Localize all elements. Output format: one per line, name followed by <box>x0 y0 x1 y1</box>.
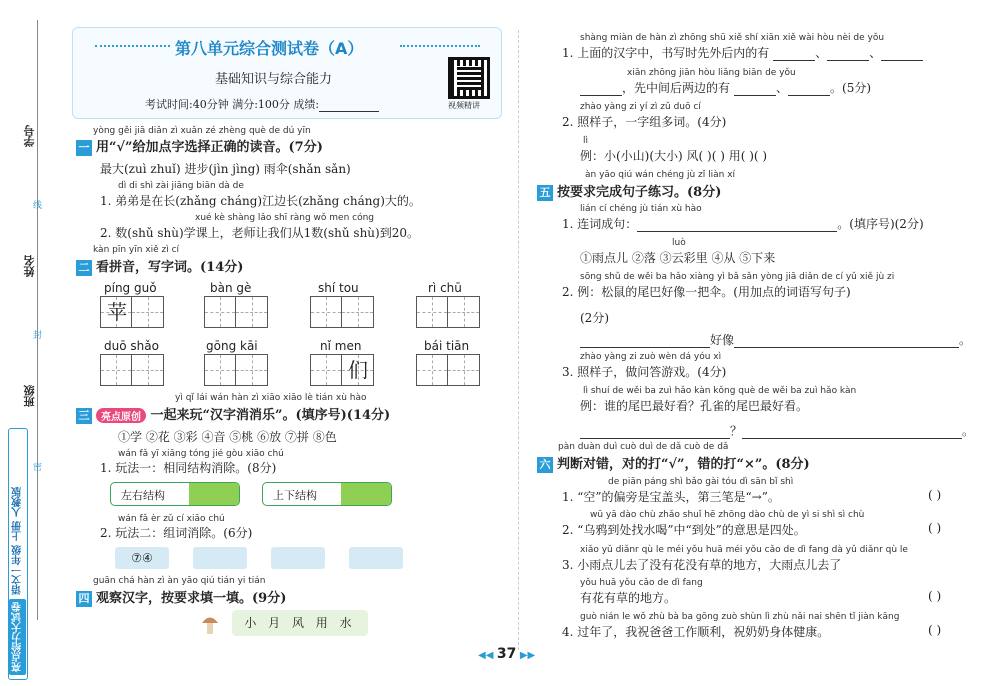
s2-r2-box-1[interactable] <box>100 354 164 386</box>
prev-arrow-icon: ◀◀ <box>478 650 497 661</box>
page-title: 第八单元综合测试卷（A） <box>175 39 364 58</box>
s3-q2: 2. 玩法二：组词消除。(6分) <box>100 526 253 540</box>
s2-title: 看拼音，写字词。(14分) <box>96 260 244 275</box>
s2-pinyin: kàn pīn yīn xiě zì cí <box>93 245 180 255</box>
s2-r1-py-4: rì chū <box>428 281 462 295</box>
j2-pinyin: wū yā dào chù zhǎo shuǐ hē zhōng dào chù de yì si shì sì chù <box>590 510 865 520</box>
s5-heading <box>537 181 721 201</box>
s2-r1-char-2a <box>205 297 237 327</box>
bind-mark-1: 线 <box>31 200 41 209</box>
exam-meta-text: 考试时间:40分钟 满分:100分 成绩: <box>145 98 320 111</box>
s1-q2[interactable]: 2. 数(shǔ shù)学课上，老师让我们从1数(shǔ shù)到20。 <box>100 226 419 240</box>
pair-slot-4[interactable] <box>349 547 403 569</box>
s2-r1-char-4a <box>417 297 449 327</box>
r1-blank-1[interactable] <box>773 49 815 61</box>
r3-luo-pinyin: luò <box>672 238 686 248</box>
r1b-text: ，先中间后两边的有 <box>622 81 731 95</box>
student-no-label: 学号 <box>23 125 36 147</box>
r1b-score: 。(5分) <box>830 81 872 95</box>
subtitle: 基础知识与综合能力 <box>215 72 333 87</box>
s2-r1-box-1[interactable] <box>100 296 164 328</box>
s4-pinyin: guān chá hàn zì àn yāo qiú tián yi tián <box>93 576 266 586</box>
j3-question: 3. 小雨点儿去了没有花没有草的地方，大雨点儿去了 <box>562 558 842 572</box>
r3-pinyin: lián cí chéng jù tián xù hào <box>580 204 702 214</box>
s2-r1-py-1: píng guǒ <box>104 281 157 295</box>
r4-score: (2分) <box>580 311 609 325</box>
left-right-answer[interactable] <box>189 483 239 505</box>
s3-title: 一起来玩“汉字消消乐”。(填序号)(14分) <box>150 408 391 423</box>
class-label: 班级 <box>23 385 36 407</box>
r5-example-pinyin: lì shuí de wěi ba zuì hǎo kàn kǒng què de wěi ba zuì hǎo kàn <box>583 386 857 396</box>
mushroom-icon <box>200 612 220 636</box>
s2-r1-char-1a: 苹 <box>107 300 127 324</box>
r3-text: 1. 连词成句： <box>562 217 638 231</box>
r4-pinyin: sōng shǔ de wěi ba hǎo xiàng yì bǎ sǎn yòng jiā diǎn de cí yǔ xiě jù zi <box>580 272 895 282</box>
s2-r2-box-3[interactable] <box>310 354 374 386</box>
binding-line <box>37 20 38 620</box>
r1b-blank-2[interactable] <box>734 84 776 96</box>
j1-question: 1. “空”的偏旁是宝盖头，第三笔是“→”。 <box>562 490 780 504</box>
s1-q1[interactable]: 1. 弟弟是在长(zhǎng cháng)江边长(zhǎng cháng)大的。 <box>100 194 421 208</box>
r3-blank[interactable] <box>637 220 837 232</box>
brand-grade: 语文一年级 <box>12 545 24 595</box>
s1-heading <box>76 136 323 156</box>
s2-r2-char-1b <box>132 355 164 385</box>
s2-r2-py-2: gōng kāi <box>206 339 258 353</box>
s3-q2-pinyin: wán fǎ èr zǔ cí xiāo chú <box>118 514 225 524</box>
r3-question <box>562 215 924 232</box>
r1-question: 1. 上面的汉字中，书写时先外后内的有 、 、 <box>562 44 923 61</box>
s2-r2-char-3a <box>311 355 343 385</box>
s1-q1-pinyin: dì di shì zài jiāng biān dà de <box>118 181 244 191</box>
r1-pinyin: shàng miàn de hàn zì zhōng shū xiě shí xiān xiě wài hòu nèi de yǒu <box>580 33 885 43</box>
r5-blank-1[interactable] <box>580 427 730 439</box>
s3-heading <box>76 404 390 424</box>
j2-question: 2. “乌鸦到处找水喝”中“到处”的意思是四处。 <box>562 523 806 537</box>
j4-answer[interactable]: ( ) <box>928 623 942 637</box>
s2-r2-box-4[interactable] <box>416 354 480 386</box>
j3-answer[interactable]: ( ) <box>928 589 942 603</box>
s4-title: 观察汉字，按要求填一填。(9分) <box>96 591 287 606</box>
s2-r2-char-4b <box>448 355 480 385</box>
s6-number: 六 <box>537 457 553 473</box>
left-right-structure-box[interactable] <box>110 482 240 506</box>
page-number <box>478 646 535 662</box>
s2-r2-char-2b <box>236 355 268 385</box>
qr-caption: 视频精讲 <box>448 101 480 110</box>
s1-q2-pinyin: xué kè shàng lǎo shī ràng wǒ men cóng <box>195 213 375 223</box>
r4-question: 2. 例：松鼠的尾巴好像一把伞。(用加点的词语写句子) <box>562 285 851 299</box>
brand-edition: 人教版 <box>12 487 24 517</box>
pair-slot-1-text: ⑦④ <box>131 551 153 565</box>
r4-blank-1[interactable] <box>580 336 710 348</box>
s2-r2-char-2a <box>205 355 237 385</box>
s4-word-box: 小 月 风 用 水 <box>232 610 368 636</box>
s4-heading <box>76 587 286 607</box>
bind-mark-2: 封 <box>31 330 41 339</box>
r5-answer: ？ 。 <box>580 422 974 439</box>
s3-number: 三 <box>76 408 92 424</box>
s3-q1-pinyin: wán fǎ yī xiāng tóng jié gòu xiāo chú <box>118 449 284 459</box>
r1-text: 1. 上面的汉字中，书写时先外后内的有 <box>562 46 770 60</box>
r1-blank-3[interactable] <box>881 49 923 61</box>
s6-heading <box>537 453 810 473</box>
s1-pinyin: yòng gěi jiā diǎn zì xuǎn zé zhèng què de dú yīn <box>93 126 311 136</box>
s1-title: 用“√”给加点字选择正确的读音。(7分) <box>96 140 323 155</box>
brand-volume: 上册 <box>12 521 24 541</box>
j1-pinyin: de piān páng shì bǎo gài tóu dì sān bǐ shì <box>608 477 794 487</box>
name-label: 姓名 <box>23 255 36 277</box>
top-bottom-answer[interactable] <box>341 483 391 505</box>
s2-r1-char-3b <box>342 297 374 327</box>
s2-r1-char-1b <box>132 297 164 327</box>
r2-example[interactable]: 例：小(小山)(大小) 风( )( ) 用( )( ) <box>580 149 768 163</box>
title-rule-right <box>400 45 480 47</box>
s4-number: 四 <box>76 591 92 607</box>
s2-r2-py-4: bái tiān <box>424 339 470 353</box>
s5-title: 按要求完成句子练习。(8分) <box>557 185 722 200</box>
j3b-pinyin: yǒu huā yǒu cǎo de dì fang <box>580 578 703 588</box>
s2-r1-char-3a <box>311 297 343 327</box>
s2-number: 二 <box>76 260 92 276</box>
s2-r1-box-2[interactable] <box>204 296 268 328</box>
s2-r2-char-3b: 们 <box>348 358 369 382</box>
j4-question: 4. 过年了，我祝爸爸工作顺利，祝奶奶身体健康。 <box>562 625 830 639</box>
binding-strip <box>0 0 70 686</box>
s2-r2-box-2[interactable] <box>204 354 268 386</box>
s6-title: 判断对错，对的打“√”，错的打“×”。(8分) <box>557 457 810 472</box>
j4-pinyin: guò nián le wǒ zhù bà ba gōng zuò shùn lì zhù nǎi nai shēn tǐ jiàn kāng <box>580 612 900 622</box>
r1b-blank-3[interactable] <box>788 84 830 96</box>
s2-r2-py-3: nǐ men <box>320 339 362 353</box>
s1-words[interactable]: 最大(zuì zhuǐ) 进步(jìn jìng) 雨伞(shǎn sǎn) <box>100 162 351 176</box>
r4-mid: 好像 <box>710 333 735 347</box>
brand-strip <box>8 428 28 680</box>
r5-pinyin: zhào yàng zi zuò wèn dá yóu xì <box>580 352 722 362</box>
r1b-question: ，先中间后两边的有 、 。(5分) <box>580 79 871 96</box>
j3-pinyin: xiǎo yǔ diǎnr qù le méi yǒu huā méi yǒu cǎo de dì fang dà yǔ diǎnr qù le <box>580 545 908 555</box>
s2-r1-py-3: shí tou <box>318 281 359 295</box>
s2-r2-char-4a <box>417 355 449 385</box>
r2-example-pinyin: lì <box>583 136 589 146</box>
bind-mark-3: 密 <box>31 462 41 471</box>
s2-heading <box>76 256 243 276</box>
j1-answer[interactable]: ( ) <box>928 488 942 502</box>
s2-r1-box-3[interactable] <box>310 296 374 328</box>
page-number-text: 37 <box>496 646 517 662</box>
pair-slot-1[interactable] <box>115 547 169 569</box>
s2-r1-char-4b <box>448 297 480 327</box>
r4-answer: 好像 。 <box>580 331 971 348</box>
s6-pinyin: pàn duàn duì cuò duì de dǎ cuò de dǎ <box>558 442 729 452</box>
s2-r2-py-1: duō shǎo <box>104 339 159 353</box>
s3-chars: ①学 ②花 ③彩 ④音 ⑤桃 ⑥放 ⑦拼 ⑧色 <box>118 430 337 444</box>
r2-question: 2. 照样子，一字组多词。(4分) <box>562 115 727 129</box>
brand-name: 亮点给力大试卷 <box>10 599 27 675</box>
r3-options: ①雨点儿 ②落 ③云彩里 ④从 ⑤下来 <box>580 251 776 265</box>
left-right-label: 左右结构 <box>121 489 165 502</box>
j2-answer[interactable]: ( ) <box>928 521 942 535</box>
s2-r1-box-4[interactable] <box>416 296 480 328</box>
top-bottom-label: 上下结构 <box>273 489 317 502</box>
s2-r1-py-2: bàn gè <box>210 281 252 295</box>
top-bottom-structure-box[interactable] <box>262 482 392 506</box>
r5-blank-2[interactable] <box>742 427 962 439</box>
s1-number: 一 <box>76 140 92 156</box>
page-divider <box>518 30 519 650</box>
r3-tail: 。(填序号)(2分) <box>837 217 924 231</box>
score-blank[interactable] <box>319 102 379 112</box>
s3-pinyin: yì qǐ lái wán hàn zì xiāo xiāo lè tián xù hào <box>175 393 367 403</box>
s3-badge: 亮点原创 <box>96 408 146 423</box>
r1b-blank-1[interactable] <box>580 84 622 96</box>
pair-slot-3[interactable] <box>271 547 325 569</box>
r5-example: 例：谁的尾巴最好看？孔雀的尾巴最好看。 <box>580 399 809 413</box>
r2-pinyin: zhào yàng zi yí zì zǔ duō cí <box>580 102 701 112</box>
s5-pinyin: àn yāo qiú wán chéng jù zǐ liàn xí <box>585 170 736 180</box>
r1b-pinyin: xiān zhōng jiān hòu liǎng biān de yǒu <box>627 68 796 78</box>
r5-question: 3. 照样子，做问答游戏。(4分) <box>562 365 727 379</box>
qr-code-icon[interactable] <box>448 57 490 99</box>
s2-r2-char-1a <box>101 355 133 385</box>
exam-meta <box>145 96 379 112</box>
next-arrow-icon: ▶▶ <box>516 650 536 661</box>
s2-r1-char-2b <box>236 297 268 327</box>
title-rule-left <box>95 45 170 47</box>
pair-slot-2[interactable] <box>193 547 247 569</box>
s5-number: 五 <box>537 185 553 201</box>
j3b-question: 有花有草的地方。 <box>580 591 677 605</box>
s3-q1: 1. 玩法一：相同结构消除。(8分) <box>100 461 277 475</box>
r4-blank-2[interactable] <box>734 336 959 348</box>
r1-blank-2[interactable] <box>827 49 869 61</box>
